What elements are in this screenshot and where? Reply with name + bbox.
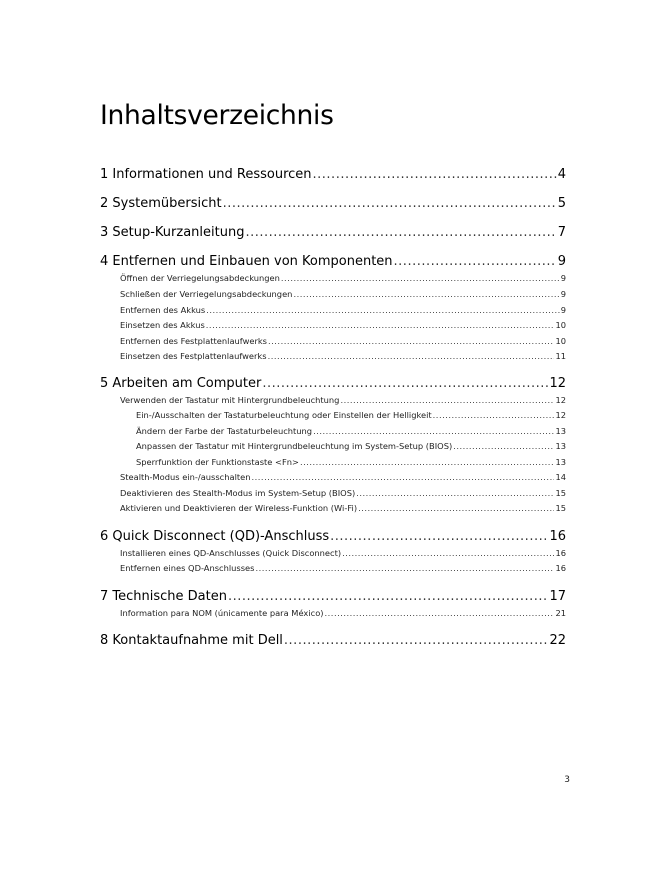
dot-leader <box>433 410 555 420</box>
dot-leader <box>394 254 557 269</box>
toc-entry-title: Verwenden der Tastatur mit Hintergrundbeleuchtung <box>120 395 340 405</box>
dot-leader <box>300 457 554 467</box>
toc-entry-page: 5 <box>557 196 566 211</box>
toc-entry-page: 9 <box>560 273 566 283</box>
toc-section[interactable] <box>120 336 566 346</box>
dot-leader <box>262 376 548 391</box>
toc-entry-title: Öffnen der Verriegelungsabdeckungen <box>120 273 280 283</box>
page-number: 3 <box>564 775 570 785</box>
toc-entry-title: Anpassen der Tastatur mit Hintergrundbeleuchtung im System-Setup (BIOS) <box>136 441 453 451</box>
toc-section[interactable] <box>120 503 566 513</box>
toc-entry-title: 3 Setup-Kurzanleitung <box>100 225 245 240</box>
dot-leader <box>245 225 556 240</box>
toc-section[interactable] <box>120 563 566 573</box>
toc-section[interactable] <box>120 305 566 315</box>
toc-chapter-1[interactable] <box>100 167 566 182</box>
toc-entry-title: Installieren eines QD-Anschlusses (Quick Disconnect) <box>120 548 342 558</box>
toc-entry-title: Entfernen des Festplattenlaufwerks <box>120 336 268 346</box>
toc-chapter-5[interactable] <box>100 376 566 391</box>
dot-leader <box>313 426 554 436</box>
dot-leader <box>313 167 557 182</box>
toc-entry-page: 13 <box>555 457 566 467</box>
toc-section[interactable] <box>120 273 566 283</box>
dot-leader <box>453 441 554 451</box>
dot-leader <box>293 289 559 299</box>
toc-entry-page: 10 <box>555 320 566 330</box>
toc-entry-page: 4 <box>557 167 566 182</box>
toc-entry-page: 12 <box>555 395 566 405</box>
toc-chapter-4[interactable] <box>100 254 566 269</box>
toc-entry-title: 8 Kontaktaufnahme mit Dell <box>100 633 283 648</box>
toc-chapter-2[interactable] <box>100 196 566 211</box>
dot-leader <box>223 196 557 211</box>
dot-leader <box>330 529 548 544</box>
dot-leader <box>255 563 554 573</box>
dot-leader <box>281 273 560 283</box>
toc-subsection[interactable] <box>136 410 566 420</box>
toc-entry-title: Aktivieren und Deaktivieren der Wireless-Funktion (Wi-Fi) <box>120 503 358 513</box>
toc-entry-title: Einsetzen des Akkus <box>120 320 205 330</box>
toc-entry-title: Stealth-Modus ein-/ausschalten <box>120 472 251 482</box>
dot-leader <box>206 305 559 315</box>
toc-entry-title: 4 Entfernen und Einbauen von Komponenten <box>100 254 393 269</box>
toc-entry-title: Sperrfunktion der Funktionstaste <Fn> <box>136 457 299 467</box>
dot-leader <box>228 589 548 604</box>
toc-entry-page: 21 <box>555 608 566 618</box>
toc-section[interactable] <box>120 351 566 361</box>
toc-entry-page: 16 <box>555 563 566 573</box>
toc-chapter-7[interactable] <box>100 589 566 604</box>
toc-entry-page: 17 <box>549 589 566 604</box>
dot-leader <box>358 503 554 513</box>
toc-chapter-3[interactable] <box>100 225 566 240</box>
toc-entry-page: 12 <box>549 376 566 391</box>
toc-entry-page: 13 <box>555 441 566 451</box>
toc-entry-title: Entfernen des Akkus <box>120 305 206 315</box>
toc-entry-title: 1 Informationen und Ressourcen <box>100 167 312 182</box>
toc-subsection[interactable] <box>136 457 566 467</box>
toc-entry-page: 16 <box>555 548 566 558</box>
toc-entry-page: 9 <box>560 305 566 315</box>
toc-section[interactable] <box>120 488 566 498</box>
toc-chapter-6[interactable] <box>100 529 566 544</box>
toc-entry-page: 15 <box>555 503 566 513</box>
toc-entry-title: Information para NOM (únicamente para México) <box>120 608 324 618</box>
dot-leader <box>340 395 554 405</box>
dot-leader <box>268 351 555 361</box>
toc-entry-title: 5 Arbeiten am Computer <box>100 376 262 391</box>
toc-entry-page: 12 <box>555 410 566 420</box>
toc-entry-page: 9 <box>560 289 566 299</box>
dot-leader <box>284 633 549 648</box>
toc-entry-page: 9 <box>557 254 566 269</box>
toc-entry-page: 7 <box>557 225 566 240</box>
toc-entry-page: 15 <box>555 488 566 498</box>
toc-section[interactable] <box>120 608 566 618</box>
dot-leader <box>325 608 555 618</box>
toc-section[interactable] <box>120 472 566 482</box>
toc-entry-page: 11 <box>555 351 566 361</box>
toc-entry-title: Deaktivieren des Stealth-Modus im System-Setup (BIOS) <box>120 488 356 498</box>
toc-section[interactable] <box>120 548 566 558</box>
toc-entry-title: Ändern der Farbe der Tastaturbeleuchtung <box>136 426 313 436</box>
toc-entry-page: 14 <box>555 472 566 482</box>
toc-section[interactable] <box>120 289 566 299</box>
toc-entry-page: 10 <box>555 336 566 346</box>
toc-subsection[interactable] <box>136 441 566 451</box>
dot-leader <box>356 488 554 498</box>
toc-entry-title: Einsetzen des Festplattenlaufwerks <box>120 351 267 361</box>
toc-section[interactable] <box>120 320 566 330</box>
toc-entry-page: 13 <box>555 426 566 436</box>
toc-entry-title: 7 Technische Daten <box>100 589 227 604</box>
dot-leader <box>252 472 555 482</box>
toc-entry-page: 16 <box>549 529 566 544</box>
toc-entry-title: Ein-/Ausschalten der Tastaturbeleuchtung oder Einstellen der Helligkeit <box>136 410 432 420</box>
toc-section[interactable] <box>120 395 566 405</box>
dot-leader <box>342 548 554 558</box>
dot-leader <box>206 320 555 330</box>
dot-leader <box>268 336 554 346</box>
toc-entry-title: Entfernen eines QD-Anschlusses <box>120 563 255 573</box>
toc-subsection[interactable] <box>136 426 566 436</box>
toc-entry-page: 22 <box>549 633 566 648</box>
toc-entry-title: 2 Systemübersicht <box>100 196 222 211</box>
toc-entry-title: 6 Quick Disconnect (QD)-Anschluss <box>100 529 330 544</box>
page-title: Inhaltsverzeichnis <box>100 100 334 131</box>
toc-chapter-8[interactable] <box>100 633 566 648</box>
toc-entry-title: Schließen der Verriegelungsabdeckungen <box>120 289 293 299</box>
